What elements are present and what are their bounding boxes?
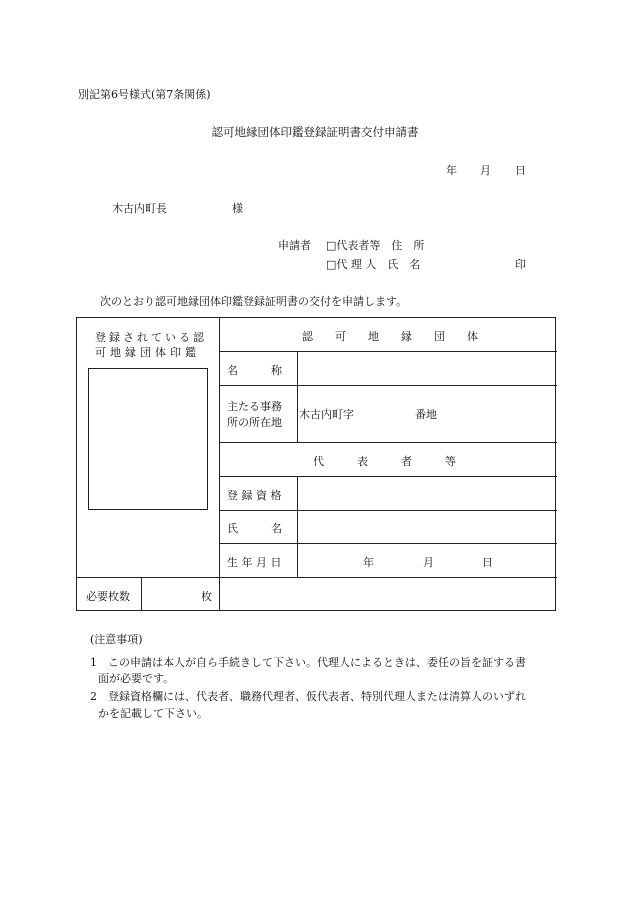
document-title: 認可地縁団体印鑑登録証明書交付申請書: [211, 125, 419, 139]
birth-day-label: 日: [482, 556, 493, 569]
divider-h2: [219, 385, 557, 386]
applicant-label: 申請者: [278, 239, 311, 252]
addressee-honorific: 様: [232, 202, 243, 215]
divider-h7: [77, 577, 557, 578]
registered-seal-label-line2: 可地縁団体印鑑: [95, 346, 200, 359]
divider-h5: [219, 510, 557, 511]
date-day-label: 日: [515, 164, 526, 177]
note-1-line-1: 1 この申請は本人が自ら手続きして下さい。代理人によるときは、委任の旨を証する書: [90, 656, 526, 669]
divider-h1: [219, 351, 557, 352]
seal-mark: 印: [515, 258, 526, 271]
representative-header: 代 表 者 等: [313, 455, 456, 468]
office-label-line2: 所の所在地: [227, 416, 282, 429]
application-form-table: [76, 317, 556, 611]
divider-copies: [141, 577, 142, 611]
applicant-representative-address: □代表者等 住 所: [326, 239, 425, 252]
note-2-line-1: 2 登録資格欄には、代表者、職務代理者、仮代表者、特別代理人または清算人のいずれ: [90, 690, 526, 703]
date-year-label: 年: [446, 164, 457, 177]
divider-label-column-upper: [297, 351, 298, 442]
copies-unit: 枚: [201, 590, 212, 603]
name-field[interactable]: [303, 358, 553, 380]
seal-impression-box[interactable]: [88, 368, 208, 510]
form-reference: 別記第6号様式(第7条関係): [78, 88, 211, 101]
name-label: 名 称: [227, 364, 282, 377]
birthdate-label: 生 年 月 日: [227, 556, 282, 569]
divider-h3: [219, 442, 557, 443]
person-name-label: 氏 名: [227, 522, 282, 535]
group-header: 認 可 地 縁 団 体: [302, 330, 478, 343]
divider-h6: [219, 543, 557, 544]
divider-label-column-lower: [297, 476, 298, 577]
date-month-label: 月: [480, 164, 491, 177]
birth-month-label: 月: [423, 556, 434, 569]
intro-text: 次のとおり認可地縁団体印鑑登録証明書の交付を申請します。: [100, 295, 408, 308]
copies-label: 必要枚数: [86, 590, 130, 603]
qualification-field[interactable]: [303, 482, 553, 504]
qualification-label: 登 録 資 格: [227, 489, 282, 502]
registered-seal-label-line1: 登録されている認: [95, 331, 207, 344]
office-label-line1: 主たる事務: [227, 400, 282, 413]
birth-year-label: 年: [363, 556, 374, 569]
office-value-suffix: 番地: [415, 408, 437, 421]
note-2-line-2: かを記載して下さい。: [98, 707, 208, 720]
office-value-prefix: 木古内町字: [299, 408, 354, 421]
notes-heading: (注意事項): [90, 633, 143, 646]
applicant-agent-name: □代 理 人 氏 名: [326, 258, 421, 271]
note-1-line-2: 面が必要です。: [98, 672, 175, 685]
addressee: 木古内町長: [112, 202, 167, 215]
divider-left-column: [219, 318, 220, 611]
divider-h4: [219, 476, 557, 477]
person-name-field[interactable]: [303, 516, 553, 538]
